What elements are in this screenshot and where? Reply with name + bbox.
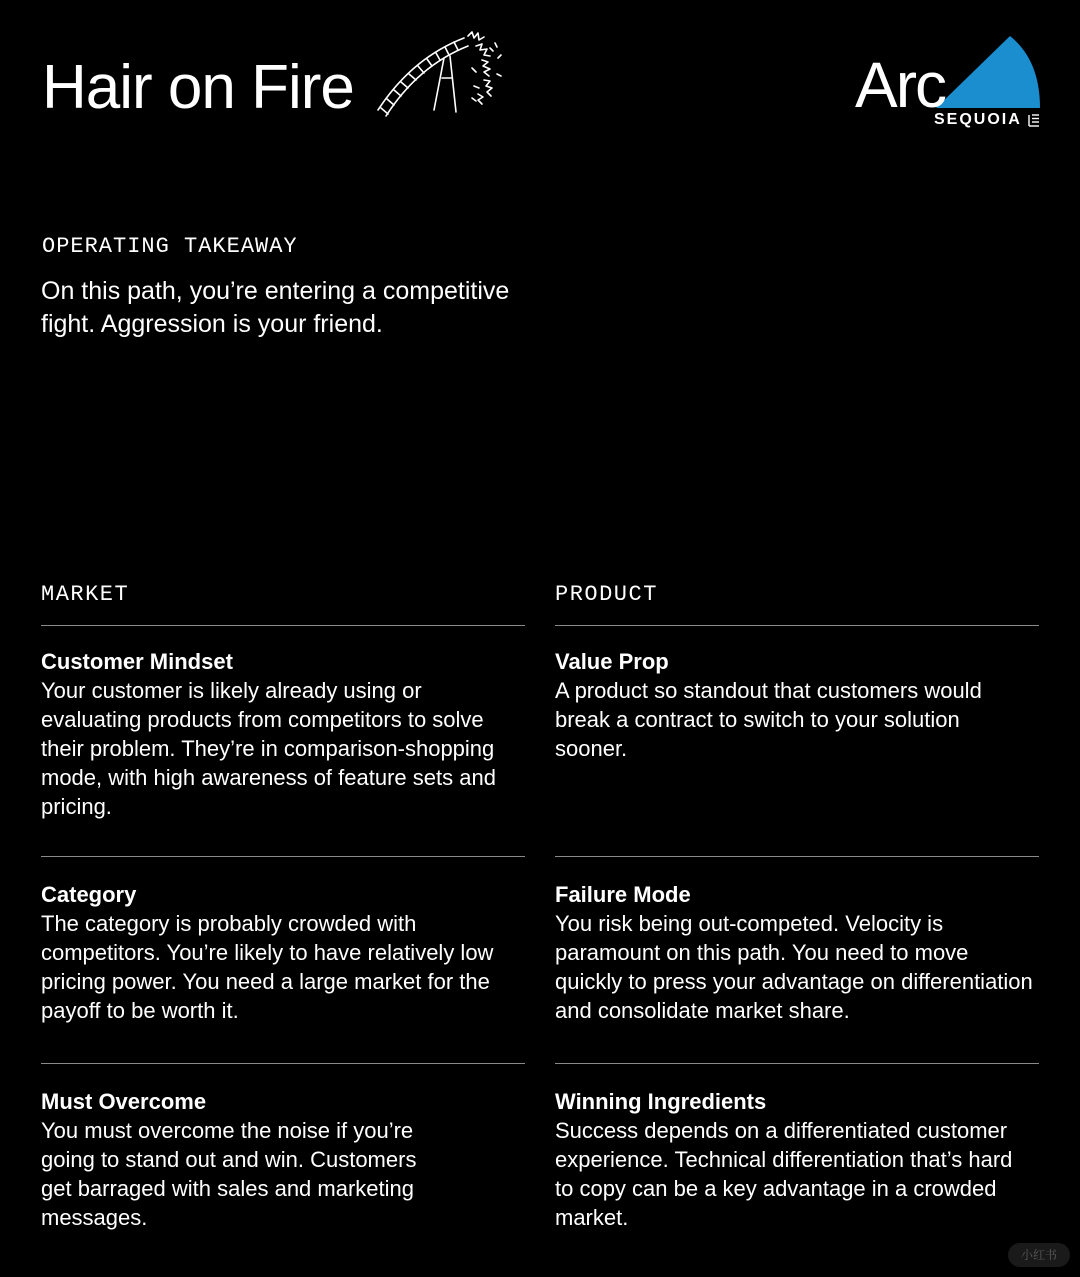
section-title: Must Overcome: [41, 1089, 207, 1114]
product-section-failure-mode: [555, 880, 1039, 1025]
market-section-customer-mindset: [41, 647, 525, 821]
logo-wordmark: Arc: [855, 49, 945, 121]
takeaway-text: On this path, you’re entering a competitive fight. Aggression is your friend.: [41, 277, 510, 338]
divider: [41, 856, 525, 857]
section-title: Failure Mode: [555, 882, 691, 907]
product-heading: PRODUCT: [555, 582, 658, 607]
divider: [555, 856, 1039, 857]
logo-arc-shape-icon: [936, 34, 1042, 110]
logo-subtitle: SEQUOIA: [934, 111, 1022, 128]
page-title: Hair on Fire: [42, 53, 354, 122]
divider: [555, 1063, 1039, 1064]
ferris-wheel-sketch-icon: [372, 28, 512, 120]
market-section-must-overcome: [41, 1087, 525, 1232]
sequoia-mark-icon: [1028, 114, 1040, 127]
watermark-badge: 小红书: [1008, 1243, 1070, 1267]
divider: [41, 625, 525, 626]
divider: [555, 625, 1039, 626]
section-title: Value Prop: [555, 649, 669, 674]
section-title: Customer Mindset: [41, 649, 233, 674]
section-body: You must overcome the noise if you’re going to stand out and win. Customers get barraged with sales and marketing messages.: [41, 1118, 417, 1230]
section-title: Winning Ingredients: [555, 1089, 767, 1114]
section-title: Category: [41, 882, 137, 907]
section-body: You risk being out-competed. Velocity is paramount on this path. You need to move quickly to press your advantage on differentiation and consolidate market share.: [555, 911, 1033, 1023]
section-body: Success depends on a differentiated customer experience. Technical differentiation that’s hard to copy can be a key advantage in a crowded market.: [555, 1118, 1013, 1230]
market-heading: MARKET: [41, 582, 130, 607]
product-section-value-prop: [555, 647, 1039, 763]
section-body: The category is probably crowded with competitors. You’re likely to have relatively low pricing power. You need a large market for the payoff to be worth it.: [41, 911, 494, 1023]
section-body: Your customer is likely already using or evaluating products from competitors to solve their problem. They’re in comparison-shopping mode, with high awareness of feature sets and pricing.: [41, 678, 496, 819]
divider: [41, 1063, 525, 1064]
takeaway-label: OPERATING TAKEAWAY: [42, 234, 298, 259]
arc-sequoia-logo: [852, 34, 1044, 132]
product-section-winning-ingredients: [555, 1087, 1039, 1232]
section-body: A product so standout that customers would break a contract to switch to your solution sooner.: [555, 678, 982, 761]
market-section-category: [41, 880, 525, 1025]
